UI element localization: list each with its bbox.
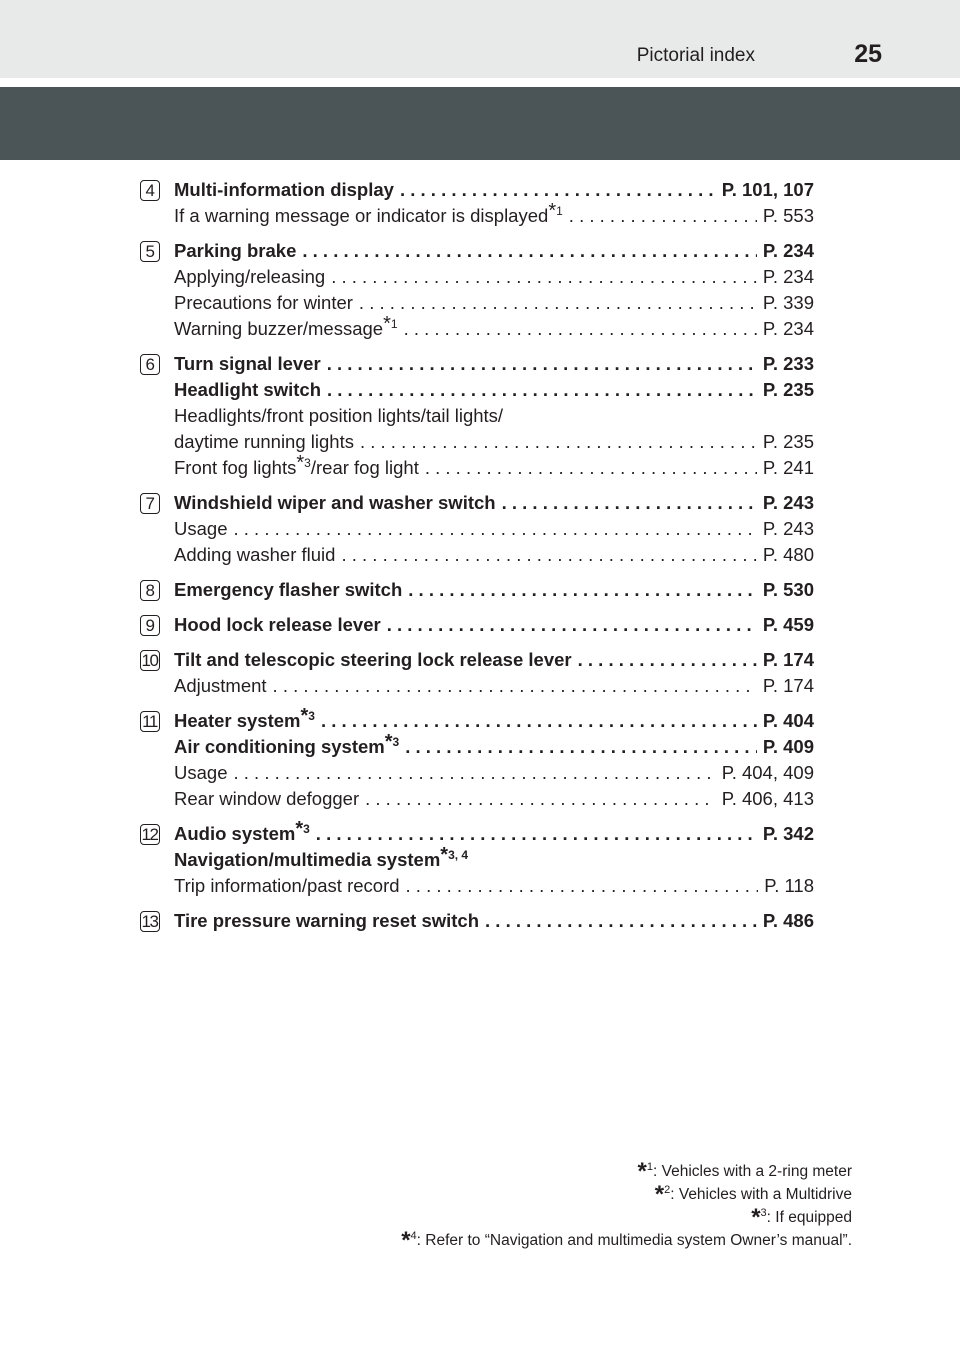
page-reference-link[interactable]: P. 339	[762, 292, 814, 313]
dot-leader	[233, 516, 756, 542]
index-group	[140, 818, 814, 899]
page-reference-link[interactable]: P. 406, 413	[721, 788, 814, 809]
entry-label	[174, 313, 398, 342]
page-reference-link[interactable]: P. 459	[762, 614, 814, 635]
index-heading-row	[174, 238, 814, 264]
callout-number-badge: 7	[140, 493, 160, 514]
page-number: 25	[854, 40, 882, 68]
entry-label-text: Multi-information display	[174, 179, 394, 200]
entry-label-text: If a warning message or indicator is displayed	[174, 205, 549, 226]
dot-leader	[341, 542, 756, 568]
index-group	[140, 647, 814, 699]
asterisk-icon: *	[295, 818, 304, 840]
footnote-reference	[384, 731, 400, 753]
asterisk-icon: *	[296, 452, 305, 474]
index-heading-row	[174, 612, 814, 638]
index-group	[140, 351, 814, 481]
index-subitem-row	[174, 760, 814, 786]
entry-label-text: Rear window defogger	[174, 788, 360, 809]
dot-leader	[485, 908, 757, 934]
entry-label	[174, 705, 315, 734]
dot-leader	[404, 316, 757, 342]
index-heading-row	[174, 490, 814, 516]
entry-label-text: Trip information/past record	[174, 875, 400, 896]
index-entries	[140, 177, 814, 943]
dot-leader	[502, 490, 757, 516]
entry-label	[174, 177, 394, 203]
index-subitem-row	[174, 786, 814, 812]
footnote-reference	[440, 844, 469, 866]
entry-label-text: Turn signal lever	[174, 353, 321, 374]
dot-leader	[400, 177, 716, 203]
footnote-number: 4	[410, 1230, 417, 1242]
index-subitem-row	[174, 452, 814, 481]
dot-leader	[406, 873, 759, 899]
header-band	[0, 0, 960, 78]
footnote-reference	[383, 313, 398, 335]
page-reference-link[interactable]: P. 404, 409	[721, 762, 814, 783]
page-reference-link[interactable]: P. 234	[762, 240, 814, 261]
footnote-number: 3, 4	[448, 848, 469, 862]
footnote	[401, 1206, 852, 1229]
index-heading-row	[174, 377, 814, 403]
dot-leader	[302, 238, 757, 264]
footnote-number: 3	[308, 709, 315, 723]
index-subitem-row	[174, 200, 814, 229]
entry-label-text: Parking brake	[174, 240, 297, 261]
index-heading-row	[174, 844, 814, 873]
page-reference-link[interactable]: P. 480	[762, 544, 814, 565]
dot-leader	[387, 612, 757, 638]
asterisk-icon: *	[751, 1204, 761, 1231]
index-group	[140, 490, 814, 568]
footnote	[401, 1229, 852, 1252]
entry-label	[174, 290, 353, 316]
page-reference-link[interactable]: P. 233	[762, 353, 814, 374]
dot-leader	[408, 577, 757, 603]
entry-label-text: Navigation/multimedia system	[174, 849, 441, 870]
page-reference-link[interactable]: P. 118	[764, 875, 814, 896]
dot-leader	[569, 203, 757, 229]
entry-label	[174, 844, 469, 873]
entry-label	[174, 577, 402, 603]
footnote-number: 3	[392, 735, 400, 749]
page-reference-link[interactable]: P. 243	[762, 492, 814, 513]
callout-number-badge: 11	[140, 711, 160, 732]
dot-leader	[365, 786, 716, 812]
dot-leader	[360, 429, 757, 455]
callout-number-badge: 4	[140, 180, 160, 201]
footnote	[401, 1183, 852, 1206]
footnotes	[401, 1160, 852, 1252]
entry-label-text: Adding washer fluid	[174, 544, 336, 565]
entry-label	[174, 403, 503, 429]
entry-label	[174, 238, 296, 264]
asterisk-icon: *	[300, 705, 309, 727]
footnote-number: 3	[303, 822, 310, 836]
page-reference-link[interactable]: P. 235	[762, 379, 814, 400]
entry-label-text: Audio system	[174, 823, 296, 844]
entry-label-text: Tire pressure warning reset switch	[174, 910, 480, 931]
index-group	[140, 238, 814, 342]
footnote	[401, 1160, 852, 1183]
asterisk-icon: *	[548, 200, 557, 222]
index-subitem-row	[174, 542, 814, 568]
asterisk-icon: *	[383, 313, 391, 335]
callout-number-badge: 10	[140, 650, 160, 671]
dot-leader	[233, 760, 715, 786]
entry-label	[174, 908, 479, 934]
entry-label-text: Adjustment	[174, 675, 267, 696]
footnote-number: 3	[760, 1207, 767, 1219]
page-reference-link[interactable]: P. 409	[762, 736, 814, 757]
page-reference-link[interactable]: P. 234	[762, 318, 814, 339]
entry-label	[174, 351, 321, 377]
page-reference-link[interactable]: P. 342	[762, 823, 814, 844]
header-image-band	[0, 87, 960, 160]
index-subitem-row	[174, 429, 814, 455]
entry-label	[174, 429, 354, 455]
dot-leader	[327, 351, 757, 377]
index-subitem-row	[174, 313, 814, 342]
entry-label	[174, 490, 496, 516]
dot-leader	[578, 647, 757, 673]
entry-label-text: Heater system	[174, 710, 301, 731]
footnote-reference	[548, 200, 563, 222]
dot-leader	[425, 455, 757, 481]
index-heading-row	[174, 818, 814, 847]
asterisk-icon: *	[654, 1181, 665, 1208]
page-reference-link[interactable]: P. 241	[762, 457, 814, 478]
index-heading-row	[174, 351, 814, 377]
index-heading-row	[174, 908, 814, 934]
entry-label	[174, 818, 310, 847]
entry-label	[174, 873, 400, 899]
footnote-number: 2	[664, 1184, 671, 1196]
entry-label	[174, 377, 321, 403]
footnote-reference	[296, 452, 311, 474]
asterisk-icon: *	[384, 731, 393, 753]
entry-label-text: Applying/releasing	[174, 266, 326, 287]
entry-label-text: daytime running lights	[174, 431, 354, 452]
page-reference-link[interactable]: P. 404	[762, 710, 814, 731]
index-group	[140, 612, 814, 638]
page-reference-link[interactable]: P. 243	[762, 518, 814, 539]
callout-number-badge: 8	[140, 580, 160, 601]
entry-label-suffix: /rear fog light	[310, 457, 419, 478]
footnote-reference	[295, 818, 310, 840]
entry-label	[174, 786, 359, 812]
index-group	[140, 177, 814, 229]
entry-label-text: Usage	[174, 518, 228, 539]
footnote-number: 1	[390, 317, 398, 331]
page-reference-link[interactable]: P. 234	[762, 266, 814, 287]
entry-label-text: Front fog lights	[174, 457, 297, 478]
dot-leader	[405, 734, 757, 760]
footnote-text: : If equipped	[766, 1209, 852, 1226]
entry-label	[174, 760, 227, 786]
page-title: Pictorial index	[636, 45, 755, 66]
entry-label	[174, 264, 325, 290]
index-group	[140, 908, 814, 934]
page-reference-link[interactable]: P. 530	[762, 579, 814, 600]
footnote-number: 1	[646, 1161, 653, 1173]
index-heading-row	[174, 177, 814, 203]
entry-label	[174, 516, 227, 542]
footnote-number: 1	[556, 204, 563, 218]
entry-label-text: Hood lock release lever	[174, 614, 381, 635]
entry-label	[174, 647, 572, 673]
asterisk-icon: *	[401, 1227, 411, 1254]
index-subitem-row	[174, 264, 814, 290]
entry-label	[174, 452, 419, 481]
index-subitem-row	[174, 516, 814, 542]
dot-leader	[273, 673, 757, 699]
page-reference-link[interactable]: P. 235	[762, 431, 814, 452]
index-group	[140, 705, 814, 812]
entry-label	[174, 731, 400, 760]
entry-label	[174, 673, 267, 699]
entry-label	[174, 612, 381, 638]
index-subitem-row	[174, 403, 814, 429]
entry-label-text: Air conditioning system	[174, 736, 385, 757]
page-reference-link[interactable]: P. 174	[762, 649, 814, 670]
index-subitem-row	[174, 673, 814, 699]
callout-number-badge: 9	[140, 615, 160, 636]
footnote-text: : Refer to “Navigation and multimedia system Owner’s manual”.	[416, 1232, 852, 1249]
entry-label-text: Warning buzzer/message	[174, 318, 384, 339]
index-heading-row	[174, 731, 814, 760]
entry-label	[174, 542, 335, 568]
dot-leader	[359, 290, 757, 316]
dot-leader	[327, 377, 757, 403]
page-reference-link[interactable]: P. 486	[762, 910, 814, 931]
asterisk-icon: *	[440, 844, 449, 866]
entry-label-text: Tilt and telescopic steering lock release lever	[174, 649, 572, 670]
index-subitem-row	[174, 873, 814, 899]
index-subitem-row	[174, 290, 814, 316]
callout-number-badge: 12	[140, 824, 160, 845]
asterisk-icon: *	[637, 1158, 647, 1185]
footnote-text: : Vehicles with a Multidrive	[670, 1186, 852, 1203]
footnote-reference	[300, 705, 315, 727]
index-heading-row	[174, 647, 814, 673]
callout-number-badge: 6	[140, 354, 160, 375]
index-heading-row	[174, 705, 814, 734]
entry-label-text: Windshield wiper and washer switch	[174, 492, 496, 513]
dot-leader	[331, 264, 757, 290]
page-reference-link[interactable]: P. 553	[762, 205, 814, 226]
footnote-text: : Vehicles with a 2-ring meter	[652, 1163, 852, 1180]
page-reference-link[interactable]: P. 101, 107	[721, 179, 814, 200]
entry-label-text: Headlight switch	[174, 379, 321, 400]
callout-number-badge: 5	[140, 241, 160, 262]
entry-label-text: Headlights/front position lights/tail lights/	[174, 405, 504, 426]
callout-number-badge: 13	[140, 911, 160, 932]
entry-label-text: Precautions for winter	[174, 292, 353, 313]
page-reference-link[interactable]: P. 174	[762, 675, 814, 696]
entry-label-text: Usage	[174, 762, 228, 783]
dot-leader	[316, 821, 757, 847]
index-group	[140, 577, 814, 603]
entry-label	[174, 200, 563, 229]
index-heading-row	[174, 577, 814, 603]
footnote-number: 3	[304, 456, 311, 470]
entry-label-text: Emergency flasher switch	[174, 579, 403, 600]
